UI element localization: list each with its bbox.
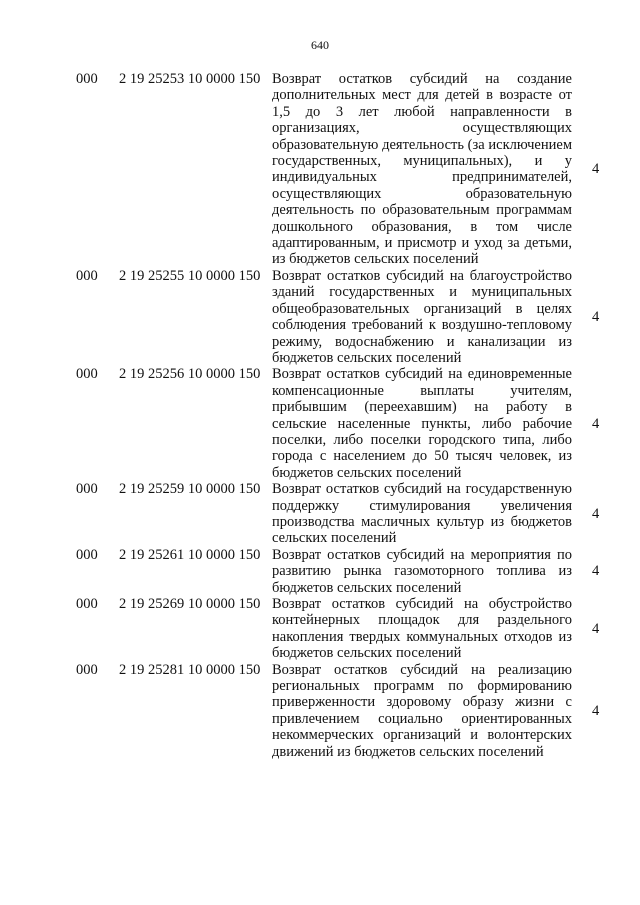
row-column-value: 4 <box>592 620 600 637</box>
table-row <box>0 547 640 596</box>
row-column-value: 4 <box>592 415 600 432</box>
page-number: 640 <box>311 38 329 52</box>
admin-code: 000 <box>76 481 98 498</box>
row-column-value: 4 <box>592 702 600 719</box>
budget-classification-code: 2 19 25255 10 0000 150 <box>119 267 261 284</box>
budget-classification-code: 2 19 25259 10 0000 150 <box>119 481 261 498</box>
budget-classification-code: 2 19 25256 10 0000 150 <box>119 366 261 383</box>
admin-code: 000 <box>76 596 98 612</box>
admin-code: 000 <box>76 366 98 383</box>
income-description: Возврат остатков субсидий на мероприятия по развитию рынка газомоторного топлива из бюджетов сельских поселений <box>272 546 572 596</box>
budget-classification-code: 2 19 25253 10 0000 150 <box>119 71 261 87</box>
budget-classification-code: 2 19 25269 10 0000 150 <box>119 596 261 612</box>
budget-codes-table <box>0 71 640 760</box>
table-row <box>0 71 640 268</box>
row-column-value: 4 <box>592 505 600 522</box>
budget-classification-code: 2 19 25261 10 0000 150 <box>119 546 261 563</box>
row-column-value: 4 <box>592 563 600 580</box>
income-description: Возврат остатков субсидий на обустройство контейнерных площадок для раздельного накопления твердых коммунальных отходов из бюджетов сельских поселений <box>272 596 572 662</box>
budget-classification-code: 2 19 25281 10 0000 150 <box>119 661 261 678</box>
row-column-value: 4 <box>592 161 600 178</box>
income-description: Возврат остатков субсидий на благоустройство зданий государственных и муниципальных общеобразовательных организаций в целях соблюдения требований к воздушно-тепловому режиму, водоснабжению и канализации из бюджетов сельских поселений <box>272 267 572 366</box>
income-description: Возврат остатков субсидий на государственную поддержку стимулирования увеличения производства масличных культур из бюджетов сельских поселений <box>272 481 572 547</box>
table-row <box>0 481 640 547</box>
table-row <box>0 596 640 662</box>
income-description: Возврат остатков субсидий на создание дополнительных мест для детей в возрасте от 1,5 до 3 лет любой направленности в организациях, осуществляющих образовательную деятельность (за исключением государственных, муниципальных), и у индивидуальных предпринимателей, осуществляющих образовательную деятельность по образовательным программам дошкольного образования, в том числе адаптированным, и присмотр и уход за детьми, из бюджетов сельских поселений <box>272 71 572 268</box>
admin-code: 000 <box>76 71 98 87</box>
income-description: Возврат остатков субсидий на единовременные компенсационные выплаты учителям, прибывшим (переехавшим) на работу в сельские населенные пункты, либо рабочие поселки, либо поселки городского типа, либо города с населением до 50 тысяч человек, из бюджетов сельских поселений <box>272 366 572 481</box>
admin-code: 000 <box>76 661 98 678</box>
table-row <box>0 366 640 481</box>
table-row <box>0 268 640 366</box>
admin-code: 000 <box>76 267 98 284</box>
income-description: Возврат остатков субсидий на реализацию региональных программ по формированию приверженности здоровому образу жизни с привлечением социально ориентированных некоммерческих организаций и волонтерских движений из бюджетов сельских поселений <box>272 661 572 760</box>
row-column-value: 4 <box>592 308 600 325</box>
table-row <box>0 662 640 760</box>
admin-code: 000 <box>76 546 98 563</box>
